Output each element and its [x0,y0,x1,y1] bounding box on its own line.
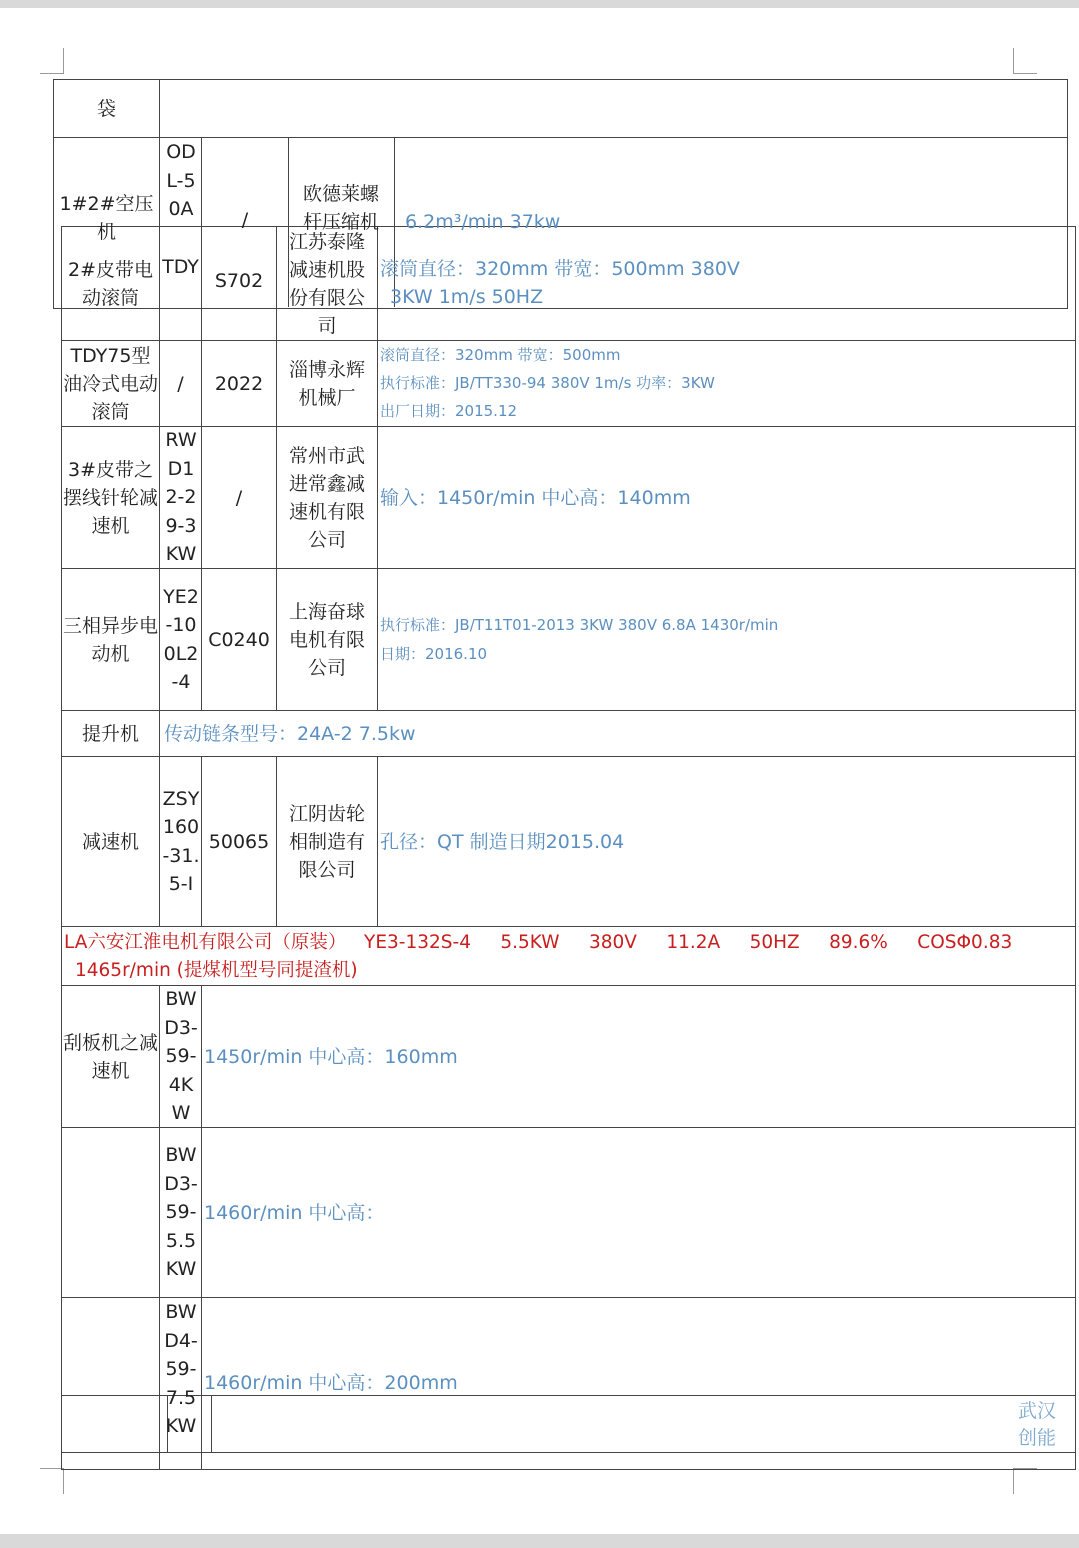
row-top-name: 袋 [96,97,116,120]
top-gray-band [0,0,1079,8]
row6-number: 50065 [208,830,270,853]
row2-spec-line2: 执行标准：JB/TT330-94 380V 1m/s 功率：3KW [380,374,715,392]
crop-mark [1013,48,1014,74]
row1-maker: 欧德莱螺杆压缩机 [302,183,379,233]
row3-number: / [235,486,243,509]
row2-maker: 淄博永辉机械厂 [288,358,365,409]
row7-line2: 1465r/min (提煤机型号同提渣机) [75,960,358,981]
row2-spec-line3: 出厂日期：2015.12 [380,402,518,420]
row4-number: C0240 [208,628,270,651]
row8-name: 刮板机之减速机 [62,1031,158,1082]
row7-red-note [64,929,1074,985]
row1b-spec-line1: 滚筒直径：320mm 带宽：500mm 380V [380,258,740,280]
row1b-spec-line2: 3KW 1m/s 50HZ [390,286,544,308]
row4-model: YE2-100L2-4 [163,585,199,693]
row1-number: / [241,209,249,231]
row6-name: 减速机 [81,830,139,853]
row6-spec: 孔径：QT 制造日期2015.04 [380,830,625,853]
row2-spec-line1: 滚筒直径：320mm 带宽：500mm [380,346,621,364]
row3-spec: 输入：1450r/min 中心高：140mm [380,486,691,509]
row2-number: 2022 [214,372,264,395]
row6-maker: 江阴齿轮相制造有限公司 [288,802,365,881]
row5-name: 提升机 [81,722,139,745]
bottom-gray-band [0,1534,1079,1548]
crop-mark [1013,1468,1014,1494]
row1b-maker: 江苏泰隆减速机股份有限公司 [288,230,365,337]
row9-spec: 1460r/min 中心高： [204,1201,385,1224]
crop-mark [40,73,64,74]
row6-model: ZSY160-31.5-I [162,787,200,895]
row5-spec: 传动链条型号：24A-2 7.5kw [164,722,416,745]
row1-name: 1#2#空压机 [59,193,154,243]
row3-name: 3#皮带之摆线针轮减速机 [62,458,158,537]
row8-spec: 1450r/min 中心高：160mm [204,1045,458,1068]
row1b-name: 2#皮带电动滚筒 [67,259,153,309]
row1b-number: S702 [214,270,264,292]
row2-model: / [177,372,184,395]
row1-spec: 6.2m³/min 37kw [405,211,561,233]
row4-name: 三相异步电动机 [62,614,158,665]
row4-maker: 上海奋球电机有限公司 [288,600,365,679]
row7-line1: LA六安江淮电机有限公司（原装） YE3-132S-4 5.5KW 380V 11.2A 50HZ 89.6% COSΦ0.83 [64,932,1013,953]
crop-mark [63,48,64,74]
watermark-text: 武汉创能 [1017,1400,1056,1449]
row3-maker: 常州市武进常鑫减速机有限公司 [288,444,365,551]
row2-name: TDY75型油冷式电动滚筒 [62,344,158,423]
row10-spec: 1460r/min 中心高：200mm [204,1372,458,1394]
row8-model: BWD3-59-4KW [164,988,198,1125]
row4-spec-line2: 日期：2016.10 [380,645,488,663]
row10-model: BWD4-59-7.5KW [164,1301,198,1437]
crop-mark [63,1468,64,1494]
row1b-model: TDY [162,256,199,278]
row9-model: BWD3-59-5.5KW [164,1144,198,1281]
crop-mark [1013,73,1037,74]
row3-model: RWD12-29-3KW [165,429,197,566]
row4-spec-line1: 执行标准：JB/T11T01-2013 3KW 380V 6.8A 1430r/min [380,616,779,634]
row1-model: ODL-50A [166,141,196,220]
